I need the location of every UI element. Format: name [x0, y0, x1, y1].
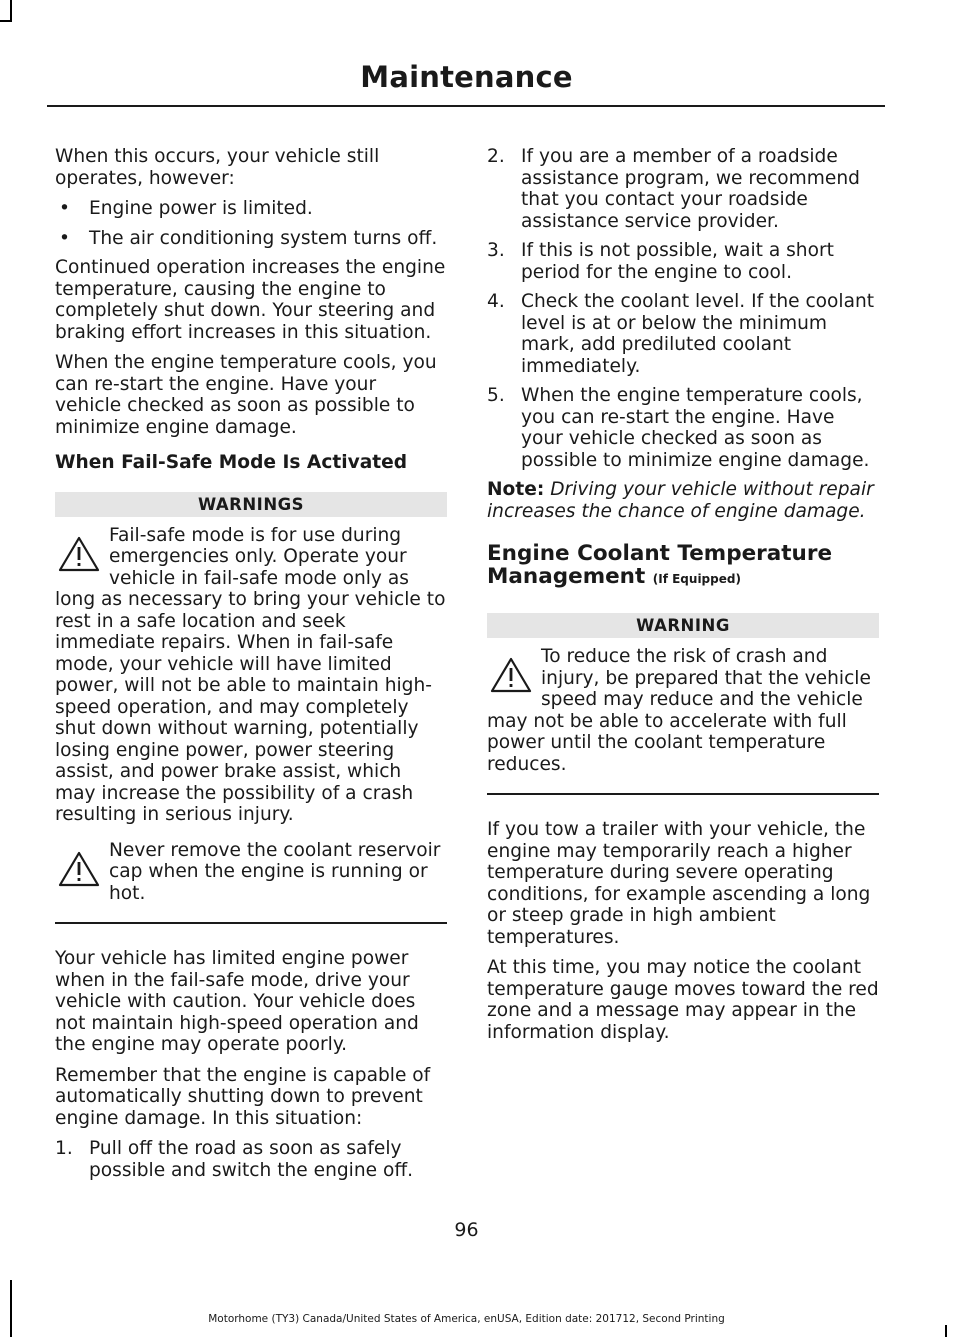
list-item: 5. When the engine temperature cools, you can re-start the engine. Have your vehicle checked as soon as possible to minimize engine damage. — [487, 385, 870, 471]
crop-mark-top-left-h — [0, 20, 12, 22]
warning-end-rule — [55, 922, 447, 924]
list-item: • The air conditioning system turns off. — [59, 227, 438, 249]
list-item: 2. If you are a member of a roadside assistance program, we recommend that you contact your roadside assistance service provider. — [487, 146, 860, 232]
list-item: 3. If this is not possible, wait a short period for the engine to cool. — [487, 240, 834, 283]
paragraph: At this time, you may notice the coolant temperature gauge moves toward the red zone and a message may appear in the information display. — [487, 957, 879, 1043]
list-item: 4. Check the coolant level. If the coolant level is at or below the minimum mark, add prediluted coolant immediately. — [487, 291, 875, 377]
intro-paragraph: When this occurs, your vehicle still operates, however: — [55, 146, 380, 189]
header-rule — [47, 105, 885, 107]
list-item: • Engine power is limited. — [59, 198, 313, 219]
paragraph: When the engine temperature cools, you can re-start the engine. Have your vehicle checked as soon as possible to minimize engine damage. — [55, 352, 437, 438]
bullet-mark: • — [59, 198, 70, 219]
warning-header: WARNING — [487, 613, 879, 638]
paragraph: Continued operation increases the engine temperature, causing the engine to completely shut down. Your steering and braking effort increases in this situation. — [55, 257, 446, 343]
note-text: Driving your vehicle without repair increases the chance of engine damage. — [487, 479, 874, 522]
footer-text: Motorhome (TY3) Canada/United States of America, enUSA, Edition date: 201712, Second Printing — [208, 1313, 725, 1325]
note — [487, 479, 879, 522]
page-number: 96 — [454, 1219, 479, 1241]
warning-triangle-icon — [489, 656, 533, 696]
subheading: When Fail-Safe Mode Is Activated — [55, 452, 408, 473]
warning-triangle-icon — [57, 535, 101, 575]
left-column — [55, 146, 447, 1189]
right-column — [487, 146, 879, 1052]
bullet-mark: • — [59, 227, 70, 249]
page-title: Maintenance — [360, 60, 573, 94]
crop-mark-bottom-right — [945, 1325, 947, 1337]
section-heading-tag: (If Equipped) — [652, 572, 741, 586]
paragraph: Remember that the engine is capable of automatically shutting down to prevent engine damage. In this situation: — [55, 1064, 431, 1129]
list-item: 1. Pull off the road as soon as safely possible and switch the engine off. — [55, 1138, 414, 1181]
paragraph: If you tow a trailer with your vehicle, the engine may temporarily reach a higher temperature during severe operating conditions, for example ascending a long or steep grade in high ambient temperatures. — [487, 819, 871, 948]
crop-mark-top-left — [10, 0, 12, 22]
warning-item: Never remove the coolant reservoir cap when the engine is running or hot. — [55, 840, 447, 905]
crop-mark-bottom-left — [10, 1280, 12, 1337]
warning-end-rule — [487, 793, 879, 795]
warning-item: To reduce the risk of crash and injury, be prepared that the vehicle speed may reduce and the vehicle may not be able to accelerate with full power until the coolant temperature reduces. — [487, 646, 871, 775]
note-label: Note: — [487, 479, 545, 500]
warning-item: Fail-safe mode is for use during emergencies only. Operate your vehicle in fail-safe mode only as long as necessary to bring your vehicle to rest in a safe location and seek immediate repairs. When in fail-safe mode, your vehicle will have limited power, will not be able to maintain high-speed operation, and may completely shut down without warning, potentially losing engine power, power steering assist, and power brake assist, which may increase the possibility of a crash resulting in serious injury. — [55, 524, 446, 825]
warnings-header: WARNINGS — [55, 492, 447, 517]
warning-triangle-icon — [57, 850, 101, 890]
section-heading: Engine Coolant Temperature Management (If Equipped) — [487, 541, 833, 589]
paragraph: Your vehicle has limited engine power when in the fail-safe mode, drive your vehicle with caution. Your vehicle does not maintain high-speed operation and the engine may operate poorly. — [55, 948, 419, 1055]
